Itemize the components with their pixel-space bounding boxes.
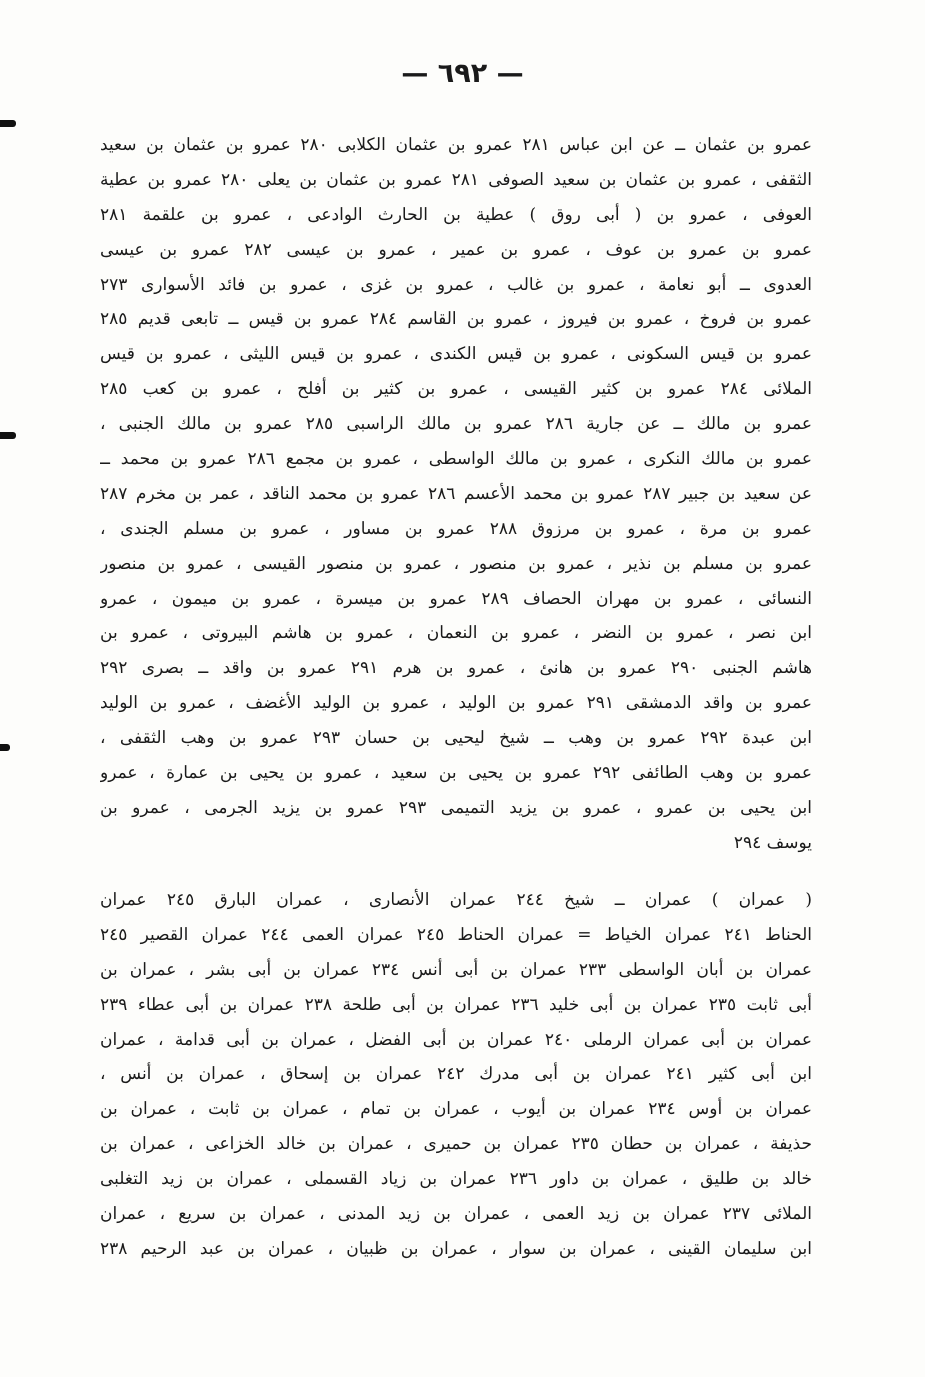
- index-line: عمران بن أوس ٢٣٤ عمران بن أيوب ، عمران بن تمام ، عمران بن ثابت ، عمران بن: [100, 1099, 812, 1120]
- index-block-imran: [100, 883, 812, 1267]
- index-line: عمران بن أبى عمران الرملى ٢٤٠ عمران بن أبى الفضل ، عمران بن أبى قدامة ، عمران: [100, 1029, 812, 1050]
- index-line: يوسف ٢٩٤: [733, 832, 812, 853]
- index-block-amr: [100, 128, 812, 861]
- index-line: عمرو بن قيس السكونى ، عمرو بن قيس الكندى ، عمرو بن قيس الليثى ، عمرو بن قيس: [100, 344, 812, 365]
- index-line: النسائى ، عمرو بن مهران الحصاف ٢٨٩ عمرو بن ميسرة ، عمرو بن ميمون ، عمرو: [100, 588, 812, 609]
- index-line: ابن أبى كثير ٢٤١ عمران بن أبى مدرك ٢٤٢ عمران بن إسحاق ، عمران بن أنس ،: [100, 1064, 812, 1085]
- index-line: عن سعيد بن جبير ٢٨٧ عمرو بن محمد الأعسم ٢٨٦ عمرو بن محمد الناقد ، عمر بن مخرم ٢٨٧: [100, 483, 812, 504]
- margin-ink-mark-bottom: [0, 744, 10, 751]
- index-line: الثقفى ، عمرو بن عثمان بن سعيد الصوفى ٢٨١ عمرو بن عثمان بن يعلى ٢٨٠ عمرو بن عطية: [100, 169, 812, 190]
- margin-ink-mark-middle: [0, 432, 16, 439]
- index-line: عمرو بن مالك ــ عن جارية ٢٨٦ عمرو بن مالك الراسبى ٢٨٥ عمرو بن مالك الجنبى ،: [100, 414, 812, 435]
- margin-ink-mark-top: [0, 120, 16, 127]
- index-line: ابن يحيى بن عمرو ، عمرو بن يزيد التميمى ٢٩٣ عمرو بن يزيد الجرمى ، عمرو بن: [100, 797, 812, 818]
- index-line: أبى ثابت ٢٣٥ عمران بن أبى خليد ٢٣٦ عمران بن أبى طلحة ٢٣٨ عمران بن أبى عطاء ٢٣٩: [100, 994, 812, 1015]
- index-line: عمرو بن مسلم بن نذير ، عمرو بن منصور ، عمرو بن منصور القيسى ، عمرو بن منصور: [100, 553, 812, 574]
- index-line: الحناط ٢٤١ عمران الخياط = عمران الحناط ٢٤٥ عمران العمى ٢٤٤ عمران القصير ٢٤٥: [100, 924, 812, 945]
- index-line: الملائى ٢٣٧ عمران بن زيد العمى ، عمران بن زيد المدنى ، عمران بن سريع ، عمران: [100, 1204, 812, 1225]
- index-line: عمرو بن فروخ ، عمرو بن فيروز ، عمرو بن القاسم ٢٨٤ عمرو بن قيس ــ تابعى قديم ٢٨٥: [100, 309, 812, 330]
- index-line: حذيفة ، عمران بن حطان ٢٣٥ عمران بن حميرى ، عمران بن خالد الخزاعى ، عمران بن: [100, 1134, 812, 1155]
- index-line: الملائى ٢٨٤ عمرو بن كثير القيسى ، عمرو بن كثير بن أفلح ، عمرو بن كعب ٢٨٥: [100, 379, 812, 400]
- page-number: — ٦٩٢ —: [401, 58, 524, 89]
- index-line: عمرو بن مرة ، عمرو بن مرزوق ٢٨٨ عمرو بن مساور ، عمرو بن مسلم الجندى ،: [100, 518, 812, 539]
- index-line: ابن سليمان القينى ، عمران بن سوار ، عمران بن ظبيان ، عمران بن عبد الرحيم ٢٣٨: [100, 1238, 812, 1259]
- index-line: عمران بن أبان الواسطى ٢٣٣ عمران بن أبى أنس ٢٣٤ عمران بن أبى بشر ، عمران بن: [100, 959, 812, 980]
- index-line: عمرو بن مالك النكرى ، عمرو بن مالك الواسطى ، عمرو بن مجمع ٢٨٦ عمرو بن محمد ــ: [100, 449, 812, 470]
- index-line: هاشم الجنبى ٢٩٠ عمرو بن هانئ ، عمرو بن هرم ٢٩١ عمرو بن واقد ــ بصرى ٢٩٢: [100, 658, 812, 679]
- index-line: ابن نصر ، عمرو بن النضر ، عمرو بن النعمان ، عمرو بن هاشم البيروتى ، عمرو بن: [100, 623, 812, 644]
- index-line: عمرو بن واقد الدمشقى ٢٩١ عمرو بن الوليد ، عمرو بن الوليد الأغضف ، عمرو بن الوليد: [100, 693, 812, 714]
- index-line: العدوى ــ أبو نعامة ، عمرو بن غالب ، عمرو بن غزى ، عمرو بن فائد الأسوارى ٢٧٣: [100, 274, 812, 295]
- index-line: عمرو بن وهب الطائفى ٢٩٢ عمرو بن يحيى بن سعيد ، عمرو بن يحيى بن عمارة ، عمرو: [100, 763, 812, 784]
- index-line: ( عمران ) عمران ــ شيخ ٢٤٤ عمران الأنصارى ، عمران البارق ٢٤٥ عمران: [100, 890, 812, 910]
- index-line: ابن عبدة ٢٩٢ عمرو بن وهب ــ شيخ ليحيى بن حسان ٢٩٣ عمرو بن وهب الثقفى ،: [100, 728, 812, 749]
- index-line: العوفى ، عمرو بن ( أبى روق ) عطية بن الحارث الوادعى ، عمرو بن علقمة ٢٨١: [100, 204, 812, 225]
- index-line: خالد بن طليق ، عمران بن داور ٢٣٦ عمران بن زياد القسملى ، عمران بن زيد التغلبى: [100, 1169, 812, 1190]
- index-line: عمرو بن عمرو بن عوف ، عمرو بن عمير ، عمرو بن عيسى ٢٨٢ عمرو بن عيسى: [100, 239, 812, 260]
- index-line: عمرو بن عثمان ــ عن ابن عباس ٢٨١ عمرو بن عثمان الكلابى ٢٨٠ عمرو بن عثمان بن سعيد: [100, 135, 812, 155]
